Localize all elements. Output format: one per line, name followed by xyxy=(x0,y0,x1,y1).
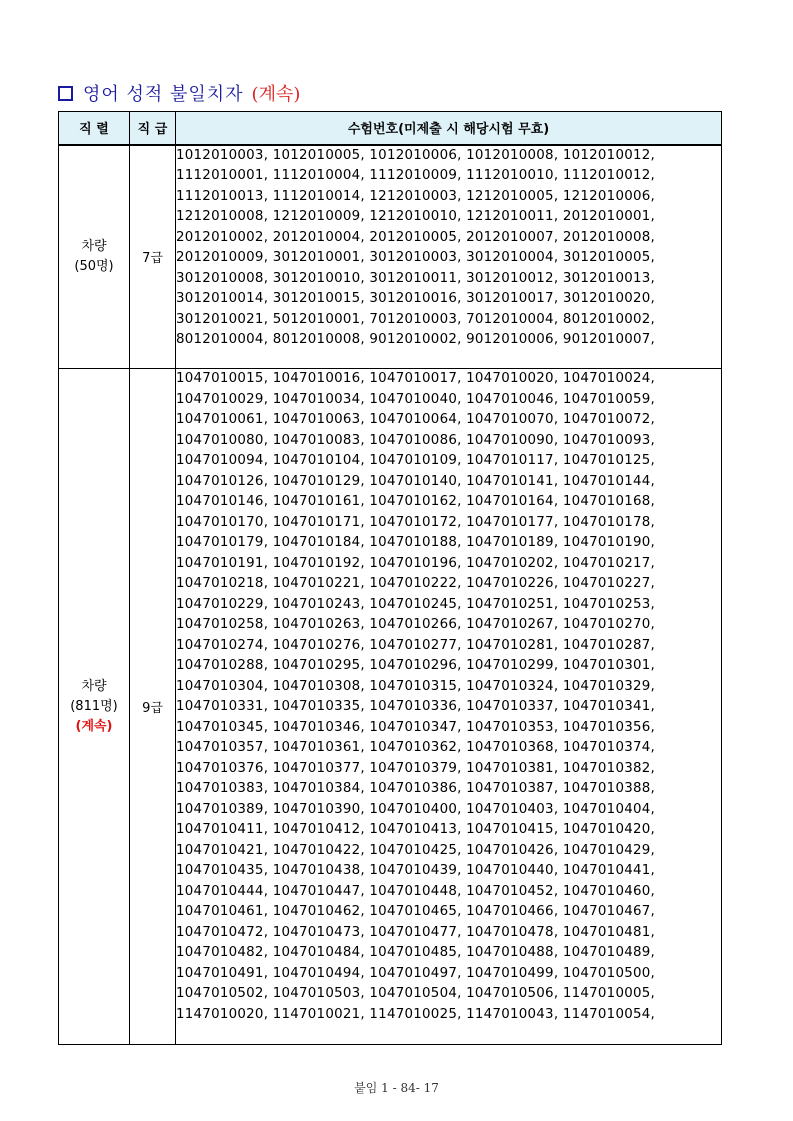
exam-number-line: 8012010004, 8012010008, 9012010002, 9012010006, 9012010007, xyxy=(176,332,656,347)
exam-number-line: 1047010421, 1047010422, 1047010425, 1047010426, 1047010429, xyxy=(176,842,656,858)
exam-number-line: 1047010461, 1047010462, 1047010465, 1047010466, 1047010467, xyxy=(176,904,656,919)
exam-number-line: 1012010003, 1012010005, 1012010006, 1012010008, 1012010012, xyxy=(176,147,656,163)
exam-number-line: 1047010274, 1047010276, 1047010277, 1047010281, 1047010287, xyxy=(176,637,656,653)
table-row xyxy=(59,369,722,1045)
series-cell xyxy=(59,369,130,1045)
exam-number-line: 1047010472, 1047010473, 1047010477, 1047010478, 1047010481, xyxy=(176,924,656,940)
series-continued: (계속) xyxy=(75,718,113,734)
page-footer: 붙임 1 - 84- 17 xyxy=(354,1081,439,1095)
exam-number-line: 1047010126, 1047010129, 1047010140, 1047010141, 1047010144, xyxy=(176,473,656,489)
header-series: 직 렬 xyxy=(59,112,130,145)
exam-number-line: 1047010288, 1047010295, 1047010296, 1047010299, 1047010301, xyxy=(176,658,656,673)
exam-number-line: 1047010411, 1047010412, 1047010413, 1047010415, 1047010420, xyxy=(176,822,656,837)
exam-number-line: 1147010020, 1147010021, 1147010025, 1147010043, 1147010054, xyxy=(176,1006,656,1022)
exam-number-line: 1047010331, 1047010335, 1047010336, 1047010337, 1047010341, xyxy=(176,699,656,714)
table-row xyxy=(59,145,722,369)
section-title xyxy=(58,80,300,106)
exam-number-line: 1047010491, 1047010494, 1047010497, 1047010499, 1047010500, xyxy=(176,965,656,981)
exam-number-line: 1112010001, 1112010004, 1112010009, 1112010010, 1112010012, xyxy=(176,168,656,183)
exam-number-line: 3012010014, 3012010015, 3012010016, 3012010017, 3012010020, xyxy=(176,291,656,306)
section-title-continued: (계속) xyxy=(251,84,301,105)
header-exam-numbers: 수험번호(미제출 시 해당시험 무효) xyxy=(176,112,722,145)
exam-number-line: 1212010008, 1212010009, 1212010010, 1212010011, 2012010001, xyxy=(176,209,656,224)
exam-number-line: 2012010009, 3012010001, 3012010003, 3012010004, 3012010005, xyxy=(176,250,656,265)
exam-number-line: 1047010482, 1047010484, 1047010485, 1047010488, 1047010489, xyxy=(176,945,656,960)
series-cell xyxy=(59,145,130,369)
series-name: 차량 xyxy=(81,238,107,254)
exam-number-line: 1047010258, 1047010263, 1047010266, 1047010267, 1047010270, xyxy=(176,617,656,632)
exam-number-line: 1047010435, 1047010438, 1047010439, 1047010440, 1047010441, xyxy=(176,863,656,878)
grade-cell: 7급 xyxy=(130,145,176,369)
exam-number-line: 1047010029, 1047010034, 1047010040, 1047010046, 1047010059, xyxy=(176,391,656,407)
exam-number-line: 1047010191, 1047010192, 1047010196, 1047010202, 1047010217, xyxy=(176,555,656,571)
table-header-row xyxy=(59,112,722,145)
exam-number-line: 1047010376, 1047010377, 1047010379, 1047010381, 1047010382, xyxy=(176,760,656,776)
exam-number-line: 3012010008, 3012010010, 3012010011, 3012010012, 3012010013, xyxy=(176,270,656,286)
exam-number-line: 1047010015, 1047010016, 1047010017, 1047010020, 1047010024, xyxy=(176,371,656,386)
exam-number-line: 1047010218, 1047010221, 1047010222, 1047010226, 1047010227, xyxy=(176,576,656,591)
exam-numbers-cell xyxy=(176,145,722,369)
exam-number-line: 1047010229, 1047010243, 1047010245, 1047010251, 1047010253, xyxy=(176,596,656,612)
exam-number-line: 1047010061, 1047010063, 1047010064, 1047010070, 1047010072, xyxy=(176,412,656,427)
exam-numbers-cell xyxy=(176,369,722,1045)
exam-number-line: 1047010170, 1047010171, 1047010172, 1047010177, 1047010178, xyxy=(176,514,656,530)
mismatch-table xyxy=(58,111,722,1045)
grade-cell: 9급 xyxy=(130,369,176,1045)
exam-number-line: 1047010094, 1047010104, 1047010109, 1047010117, 1047010125, xyxy=(176,453,656,468)
checkbox-square-icon xyxy=(58,86,73,101)
exam-number-line: 2012010002, 2012010004, 2012010005, 2012010007, 2012010008, xyxy=(176,229,656,245)
exam-number-line: 1047010080, 1047010083, 1047010086, 1047010090, 1047010093, xyxy=(176,432,656,448)
exam-number-line: 1047010179, 1047010184, 1047010188, 1047010189, 1047010190, xyxy=(176,535,656,550)
header-grade: 직 급 xyxy=(130,112,176,145)
exam-number-line: 1047010444, 1047010447, 1047010448, 1047010452, 1047010460, xyxy=(176,883,656,899)
exam-number-line: 1047010357, 1047010361, 1047010362, 1047010368, 1047010374, xyxy=(176,740,656,755)
series-count: (811명) xyxy=(70,698,118,714)
exam-number-line: 1047010389, 1047010390, 1047010400, 1047010403, 1047010404, xyxy=(176,801,656,817)
exam-number-line: 1112010013, 1112010014, 1212010003, 1212010005, 1212010006, xyxy=(176,188,656,204)
exam-number-line: 3012010021, 5012010001, 7012010003, 7012010004, 8012010002, xyxy=(176,311,656,327)
exam-number-line: 1047010383, 1047010384, 1047010386, 1047010387, 1047010388, xyxy=(176,781,656,796)
series-count: (50명) xyxy=(74,258,114,274)
exam-number-line: 1047010345, 1047010346, 1047010347, 1047010353, 1047010356, xyxy=(176,719,656,735)
exam-number-line: 1047010146, 1047010161, 1047010162, 1047010164, 1047010168, xyxy=(176,494,656,509)
section-title-text: 영어 성적 불일치자 xyxy=(83,84,244,105)
series-name: 차량 xyxy=(81,678,107,694)
exam-number-line: 1047010304, 1047010308, 1047010315, 1047010324, 1047010329, xyxy=(176,678,656,694)
exam-number-line: 1047010502, 1047010503, 1047010504, 1047010506, 1147010005, xyxy=(176,986,656,1001)
